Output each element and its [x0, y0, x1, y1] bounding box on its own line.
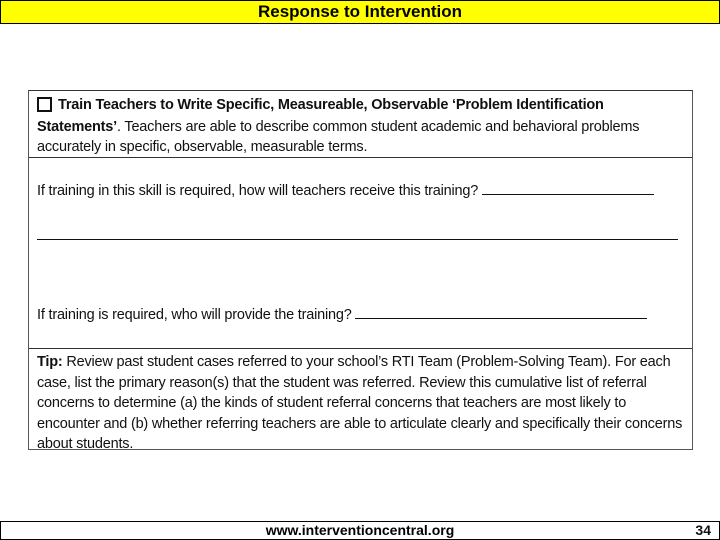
worksheet-title-text: Train Teachers to Write Specific, Measureable, Observable ‘Problem Identification [58, 97, 604, 113]
checkbox[interactable] [37, 97, 52, 112]
footer-bar [0, 521, 720, 540]
description-text: . Teachers are able to describe common student academic and behavioral problems accurately in specific, observable, measurable terms. [37, 119, 640, 155]
page-title: Response to Intervention [257, 2, 463, 21]
answer-blank-how[interactable] [482, 182, 654, 195]
worksheet [28, 90, 693, 450]
worksheet-title [37, 97, 604, 113]
worksheet-description [37, 117, 687, 157]
page-number: 34 [695, 522, 711, 538]
question-how-training [37, 182, 654, 199]
tip-text [37, 352, 687, 455]
question-how-training-text: If training in this skill is required, how will teachers receive this training? [37, 183, 479, 199]
description-bold: Statements’ [37, 119, 117, 135]
tip-body: Review past student cases referred to your school’s RTI Team (Problem-Solving Team). For each case, list the primary reason(s) that the student was referred. Review this cumulative list of referral concerns to determine (a) the kinds of student referral concerns that teachers are most likely to encounter and (b) whether referring teachers are able to articulate clearly and specifically their concerns about students. [37, 354, 683, 452]
tip-section [29, 349, 692, 452]
question-who-training-text: If training is required, who will provide the training? [37, 307, 352, 323]
footer-url[interactable]: www.interventioncentral.org [265, 522, 455, 538]
tip-label: Tip: [37, 354, 63, 370]
answer-line[interactable] [37, 239, 678, 240]
question-who-training [37, 306, 647, 323]
header-bar [0, 0, 720, 24]
answer-blank-who[interactable] [355, 306, 647, 319]
training-questions-section [29, 158, 692, 349]
worksheet-title-section [29, 91, 692, 158]
